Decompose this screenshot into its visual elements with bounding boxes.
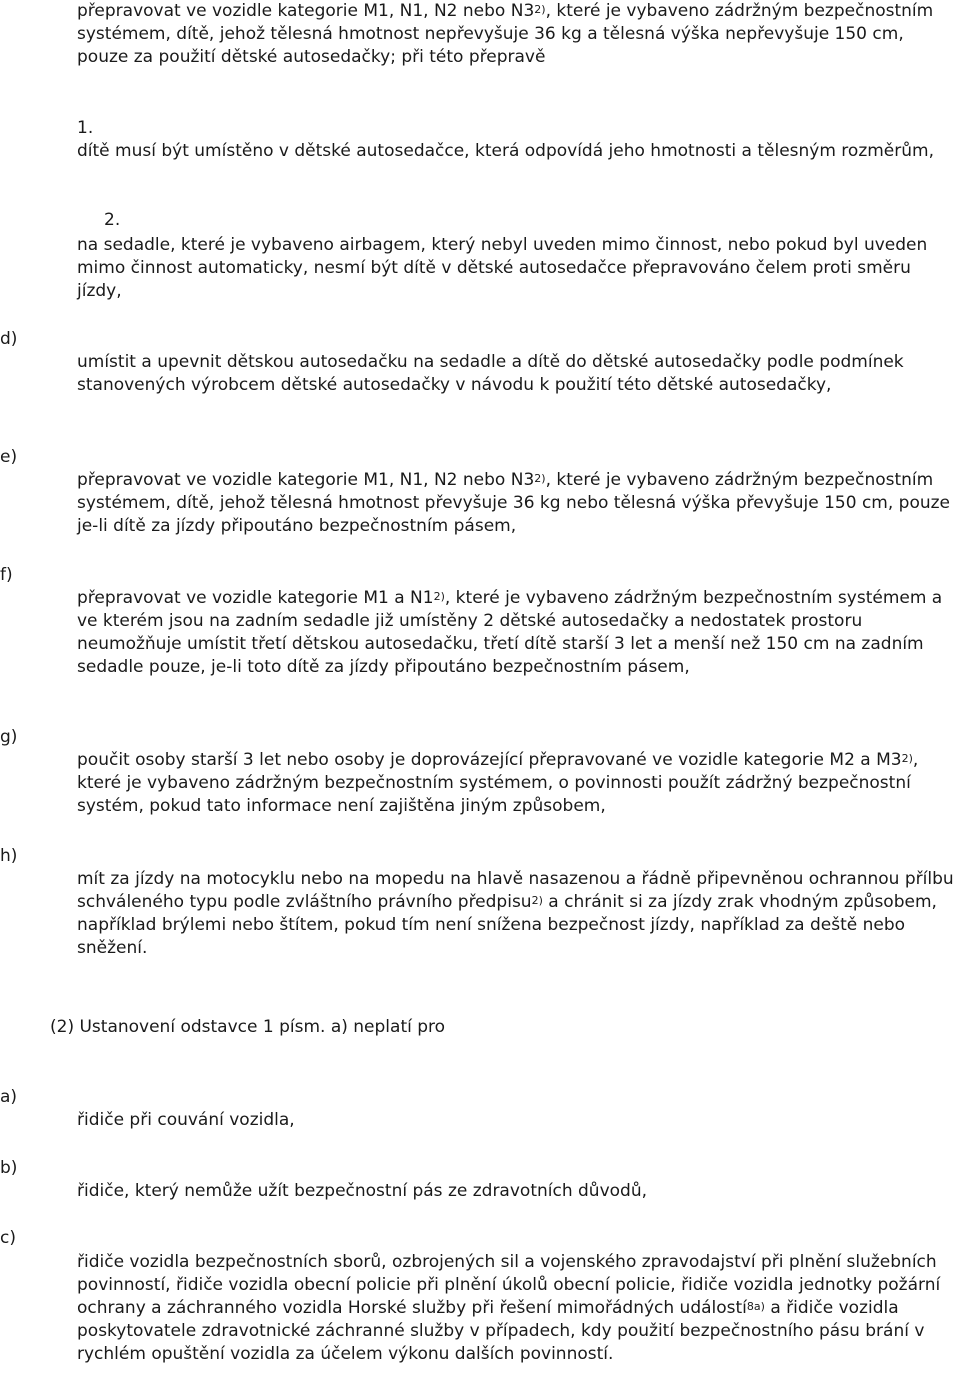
item-d-label: d): [0, 329, 18, 349]
sub-item-2-text: na sedadle, které je vybaveno airbagem, který nebyl uveden mimo činnost, nebo pokud byl uveden mimo činnost automaticky, nesmí být dítě v dětské autosedačce přepravováno čelem proti směru jízdy,: [77, 235, 928, 301]
sub-item-1-text: dítě musí být umístěno v dětské autosedačce, která odpovídá jeho hmotnosti a tělesným rozměrům,: [77, 141, 934, 161]
item-e-text: přepravovat ve vozidle kategorie M1, N1, N2 nebo N3$^{2)}$, které je vybaveno zádržným bezpečnostním systémem, dítě, jehož tělesná hmotnost převyšuje 36 kg nebo tělesná výška převyšuje 150 cm, pouze je-li dítě za jízdy připoutáno bezpečnostním pásem,: [77, 470, 951, 536]
item-g-label: g): [0, 727, 18, 747]
item-f-label: f): [0, 565, 13, 585]
item-f-text: přepravovat ve vozidle kategorie M1 a N1$^{2)}$, které je vybaveno zádržným bezpečnostním systémem a ve kterém jsou na zadním sedadle již umístěny 2 dětské autosedačky a nedostatek prostoru neumožňuje umístit třetí dětskou autosedačku, třetí dítě starší 3 let a menší než 150 cm na zadním sedadle pouze, je-li toto dítě za jízdy připoutáno bezpečnostním pásem,: [77, 588, 943, 677]
item-e-label: e): [0, 447, 18, 467]
item-h-label: h): [0, 846, 18, 866]
sub-item-1-number: 1.: [77, 118, 94, 138]
paragraph-2-heading: (2) Ustanovení odstavce 1 písm. a) neplatí pro: [50, 1017, 446, 1037]
exception-c-label: c): [0, 1228, 16, 1248]
intro-paragraph: přepravovat ve vozidle kategorie M1, N1, N2 nebo N3$^{2)}$, které je vybaveno zádržným bezpečnostním systémem, dítě, jehož tělesná hmotnost nepřevyšuje 36 kg a tělesná výška nepřevyšuje 150 cm, pouze za použití dětské autosedačky; při této přepravě: [77, 1, 934, 67]
exception-a-text: řidiče při couvání vozidla,: [77, 1110, 295, 1130]
exception-a-label: a): [0, 1087, 18, 1107]
item-d-text: umístit a upevnit dětskou autosedačku na sedadle a dítě do dětské autosedačky podle podmínek stanovených výrobcem dětské autosedačky v návodu k použití této dětské autosedačky,: [77, 352, 904, 395]
sub-item-2-number: 2.: [104, 210, 121, 230]
item-g-text: poučit osoby starší 3 let nebo osoby je doprovázející přepravované ve vozidle kategorie M2 a M3$^{2)}$, které je vybaveno zádržným bezpečnostním systémem, o povinnosti použít zádržný bezpečnostní systém, pokud tato informace není zajištěna jiným způsobem,: [77, 750, 919, 816]
exception-b-label: b): [0, 1158, 18, 1178]
item-h-text: mít za jízdy na motocyklu nebo na mopedu na hlavě nasazenou a řádně připevněnou ochrannou přílbu schváleného typu podle zvláštního právního předpisu$^{2)}$ a chránit si za jízdy zrak vhodným způsobem, například brýlemi nebo štítem, pokud tím není snížena bezpečnost jízdy, například za deště nebo sněžení.: [77, 869, 954, 958]
exception-c-text: řidiče vozidla bezpečnostních sborů, ozbrojených sil a vojenského zpravodajství při plnění služebních povinností, řidiče vozidla obecní policie při plnění úkolů obecní policie, řidiče vozidla jednotky požární ochrany a záchranného vozidla Horské služby při řešení mimořádných událostí$^{8a)}$ a řidiče vozidla poskytovatele zdravotnické záchranné služby v případech, kdy použití bezpečnostního pásu brání v rychlém opuštění vozidla za účelem výkonu dalších povinností.: [77, 1252, 941, 1364]
exception-b-text: řidiče, který nemůže užít bezpečnostní pás ze zdravotních důvodů,: [77, 1181, 647, 1201]
